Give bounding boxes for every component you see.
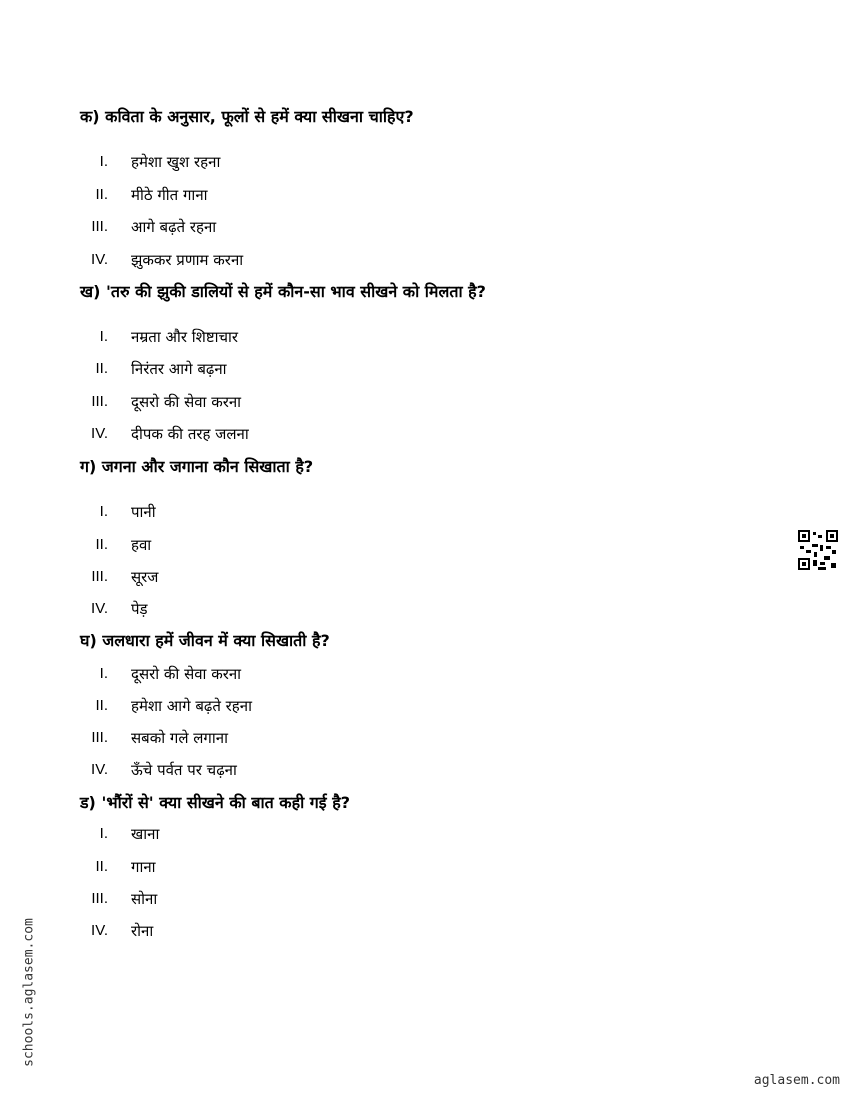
option-item [0, 598, 600, 620]
option-number: II. [95, 858, 108, 875]
option-text: हमेशा आगे बढ़ते रहना [131, 697, 252, 715]
option-text: सोना [131, 890, 158, 908]
option-number: III. [91, 568, 108, 585]
option-number: IV. [91, 761, 108, 778]
option-item [0, 534, 600, 556]
option-text: खाना [131, 825, 160, 843]
option-item [0, 920, 600, 942]
option-number: IV. [91, 251, 108, 268]
option-number: III. [91, 393, 108, 410]
option-text: झुककर प्रणाम करना [131, 251, 244, 269]
option-number: I. [99, 825, 108, 842]
option-item [0, 326, 600, 348]
question-text: घ) जलधारा हमें जीवन में क्या सिखाती है? [80, 631, 330, 650]
option-item [0, 856, 600, 878]
option-item [0, 391, 600, 413]
option-item [0, 249, 600, 271]
option-number: III. [91, 890, 108, 907]
option-number: II. [95, 697, 108, 714]
option-text: आगे बढ़ते रहना [131, 218, 217, 236]
option-number: I. [99, 665, 108, 682]
option-number: I. [99, 328, 108, 345]
option-text: पेड़ [131, 600, 148, 618]
option-text: दूसरो की सेवा करना [131, 665, 242, 683]
footer-link[interactable]: aglasem.com [753, 1073, 840, 1088]
option-item [0, 888, 600, 910]
option-item [0, 759, 600, 781]
question-text: ड) 'भौंरों से' क्या सीखने की बात कही गई है? [80, 793, 351, 812]
option-number: IV. [91, 922, 108, 939]
option-number: II. [95, 360, 108, 377]
option-number: I. [99, 153, 108, 170]
option-text: सूरज [131, 568, 159, 586]
option-item [0, 566, 600, 588]
option-text: मीठे गीत गाना [131, 186, 208, 204]
option-text: दीपक की तरह जलना [131, 425, 249, 443]
option-number: II. [95, 186, 108, 203]
option-text: हवा [131, 536, 152, 554]
option-text: दूसरो की सेवा करना [131, 393, 242, 411]
option-number: IV. [91, 425, 108, 442]
option-item [0, 216, 600, 238]
question-text: ग) जगना और जगाना कौन सिखाता है? [80, 457, 314, 476]
option-number: II. [95, 536, 108, 553]
option-number: III. [91, 218, 108, 235]
option-text: नम्रता और शिष्टाचार [131, 328, 239, 346]
side-watermark[interactable]: schools.aglasem.com [21, 918, 37, 1067]
option-item [0, 695, 600, 717]
option-text: ऊँचे पर्वत पर चढ़ना [131, 761, 237, 779]
option-text: रोना [131, 922, 154, 940]
option-text: निरंतर आगे बढ़ना [131, 360, 227, 378]
option-item [0, 663, 600, 685]
option-item [0, 184, 600, 206]
option-item [0, 423, 600, 445]
option-item [0, 358, 600, 380]
option-number: III. [91, 729, 108, 746]
option-item [0, 151, 600, 173]
question-text: क) कविता के अनुसार, फूलों से हमें क्या सीखना चाहिए? [80, 107, 414, 126]
qr-code [798, 530, 838, 570]
option-number: IV. [91, 600, 108, 617]
option-text: हमेशा खुश रहना [131, 153, 221, 171]
option-text: सबको गले लगाना [131, 729, 228, 747]
option-text: गाना [131, 858, 156, 876]
option-number: I. [99, 503, 108, 520]
option-item [0, 823, 600, 845]
option-item [0, 501, 600, 523]
option-item [0, 727, 600, 749]
option-text: पानी [131, 503, 156, 521]
question-text: ख) 'तरु की झुकी डालियों से हमें कौन-सा भाव सीखने को मिलता है? [80, 282, 486, 301]
